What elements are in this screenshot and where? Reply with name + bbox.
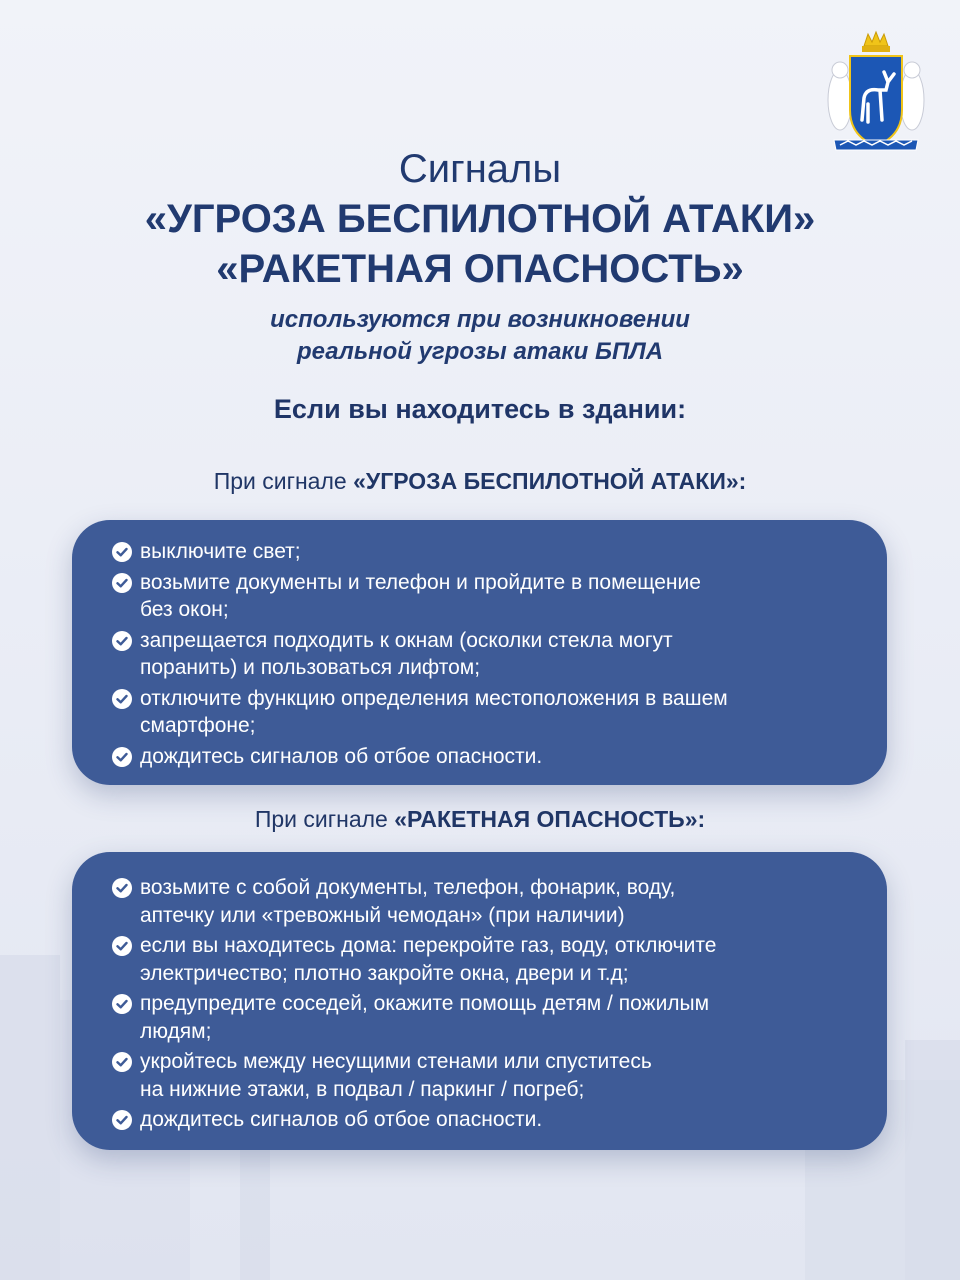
check-circle-icon: [112, 689, 132, 709]
list-item: [72, 932, 887, 987]
section-title: Если вы находитесь в здании:: [273, 394, 687, 424]
signal-prefix: При сигнале: [254, 806, 395, 832]
item-line: на нижние этажи, в подвал / паркинг / погреб;: [140, 1077, 585, 1101]
bg-building-5: [905, 1040, 960, 1280]
check-circle-icon: [112, 631, 132, 651]
signal-name: «РАКЕТНАЯ ОПАСНОСТЬ»:: [394, 806, 706, 832]
list-item: [72, 569, 887, 624]
title-line-2: «УГРОЗА БЕСПИЛОТНОЙ АТАКИ»: [144, 197, 816, 241]
check-circle-icon: [112, 747, 132, 767]
item-line: отключите функцию определения местоположения в вашем: [140, 686, 728, 710]
bg-building-3: [240, 1140, 270, 1280]
check-circle-icon: [112, 542, 132, 562]
item-line: смартфоне;: [140, 714, 256, 737]
list-item: [72, 685, 887, 740]
item-line: дождитесь сигналов об отбое опасности.: [140, 1108, 543, 1131]
check-circle-icon: [112, 1110, 132, 1130]
list-item: [72, 538, 887, 566]
signal-prefix: При сигнале: [213, 468, 354, 494]
item-line: без окон;: [140, 598, 229, 621]
drone-attack-card: [72, 520, 887, 785]
signal-heading-drone: [0, 468, 960, 495]
list-item: [72, 874, 887, 929]
check-circle-icon: [112, 936, 132, 956]
list-item: [72, 743, 887, 771]
coat-of-arms-emblem: [826, 28, 926, 158]
missile-danger-card: [72, 852, 887, 1150]
list-item: [72, 990, 887, 1045]
drone-attack-list: [72, 538, 887, 770]
subtitle-line-1: используются при возникновении: [270, 306, 690, 333]
item-line: аптечку или «тревожный чемодан» (при наличии): [140, 903, 625, 927]
item-line: электричество; плотно закройте окна, двери и т.д;: [140, 961, 629, 985]
title-line-3: «РАКЕТНАЯ ОПАСНОСТЬ»: [216, 247, 744, 291]
list-item: [72, 627, 887, 682]
list-item: [72, 1106, 887, 1134]
missile-danger-list: [72, 874, 887, 1134]
item-line: если вы находитесь дома: перекройте газ, воду, отключите: [140, 934, 717, 957]
item-line: предупредите соседей, окажите помощь детям / пожилым: [140, 992, 710, 1015]
header: [0, 144, 960, 368]
bg-building-1: [0, 955, 60, 1280]
list-item: [72, 1048, 887, 1103]
check-circle-icon: [112, 1052, 132, 1072]
signal-heading-missile: [0, 806, 960, 833]
item-line: запрещается подходить к окнам (осколки стекла могут: [140, 628, 673, 652]
item-line: поранить) и пользоваться лифтом;: [140, 656, 481, 679]
check-circle-icon: [112, 994, 132, 1014]
title-line-1: Сигналы: [398, 147, 562, 191]
item-line: дождитесь сигналов об отбое опасности.: [140, 744, 543, 768]
item-line: людям;: [140, 1019, 212, 1043]
item-line: выключите свет;: [140, 540, 301, 563]
check-circle-icon: [112, 573, 132, 593]
signal-name: «УГРОЗА БЕСПИЛОТНОЙ АТАКИ»:: [353, 468, 747, 494]
item-line: возьмите с собой документы, телефон, фонарик, воду,: [140, 876, 676, 899]
check-circle-icon: [112, 878, 132, 898]
item-line: укройтесь между несущими стенами или спуститесь: [140, 1050, 652, 1073]
item-line: возьмите документы и телефон и пройдите в помещение: [140, 570, 701, 594]
subtitle-line-2: реальной угрозы атаки БПЛА: [296, 338, 664, 365]
